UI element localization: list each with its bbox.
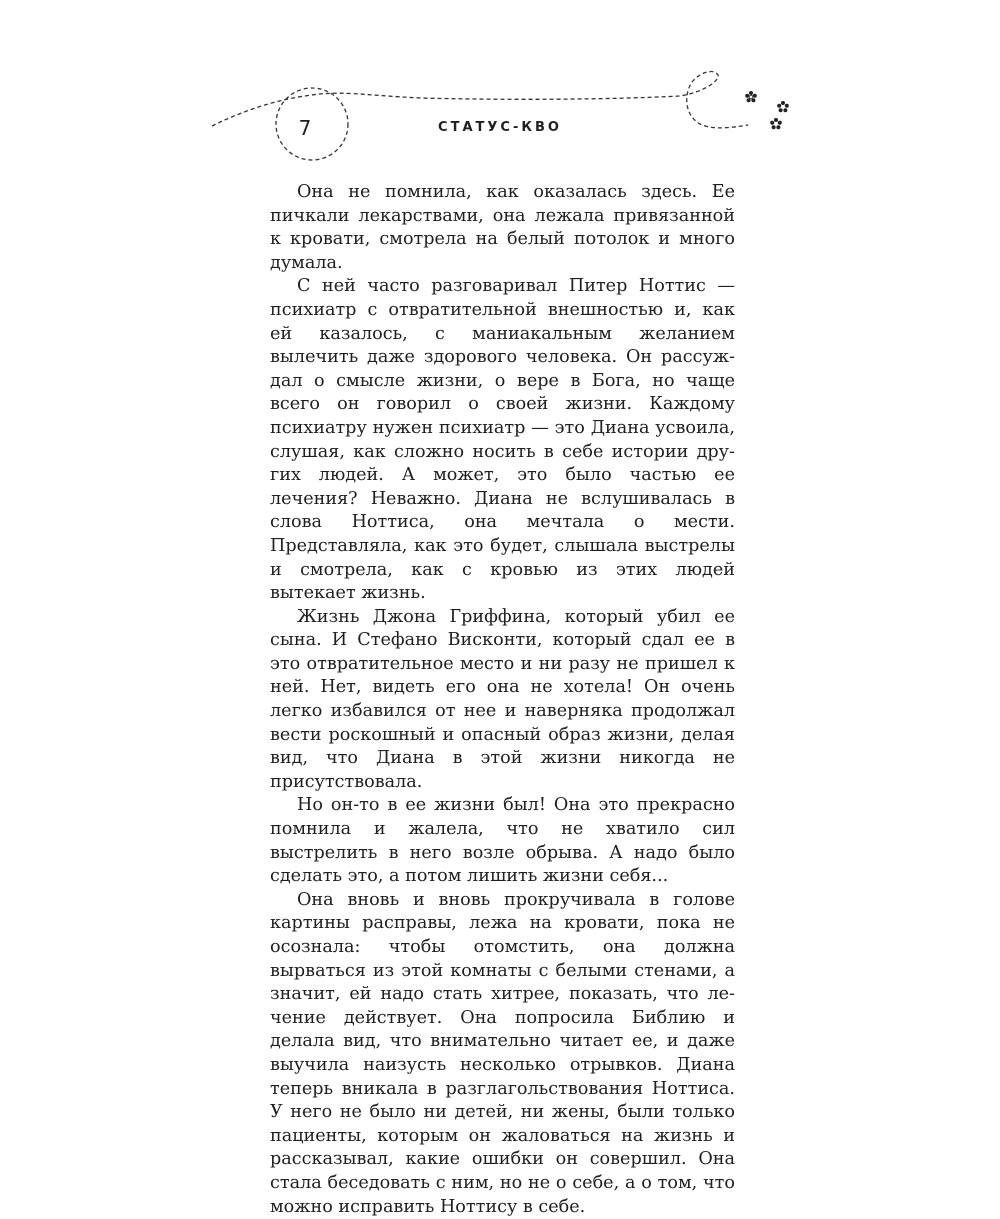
body-text	[270, 181, 735, 1219]
paragraph-4: Но он-то в ее жизни был! Она это прекрасно помнила и жалела, что не хватило сил выстрелить в него возле обрыва. А надо было сделать это, а потом лишить жизни себя...	[270, 795, 735, 887]
paragraph-2: С ней часто разговаривал Питер Ноттис — психиатр с отвратительной внешностью и, как ей казалось, с маниакальным желанием вылечить даже здорового человека. Он рассуждал о смысле жизни, о вере в Бога, но чаще всего он говорил о своей жизни. Каждому психиатру нужен психиатр — это Диана усвоила, слушая, как сложно носить в себе истории других людей. А может, это было частью ее лечения? Неважно. Диана не вслушивалась в слова Ноттиса, она мечтала о мести. Представляла, как это будет, слышала выстрелы и смотрела, как с кровью из этих людей вытекает жизнь.	[270, 276, 735, 604]
chapter-title: СТАТУС-КВО	[438, 120, 562, 135]
chapter-number: 7	[298, 116, 312, 140]
paragraph-1: Она не помнила, как оказалась здесь. Ее пичкали лекарствами, она лежала привязанной к кровати, смотрела на белый потолок и много думала.	[270, 182, 735, 273]
paragraph-5: Она вновь и вновь прокручивала в голове картины расправы, лежа на кровати, пока не осознала: чтобы отомстить, она должна вырваться из этой комнаты с белыми стенами, а значит, ей надо стать хитрее, показать, что лечение действует. Она попросила Библию и делала вид, что внимательно читает ее, и даже выучила наизусть несколько отрывков. Диана теперь вникала в разглагольствования Ноттиса. У него не было ни детей, ни жены, были только пациенты, которым он жаловаться на жизнь и рассказывал, какие ошибки он совершил. Она стала беседовать с ним, но не о себе, а о том, что можно исправить Ноттису в себе.	[270, 889, 735, 1217]
paragraph-3: Жизнь Джона Гриффина, который убил ее сына. И Стефано Висконти, который сдал ее в это отвратительное место и ни разу не пришел к ней. Нет, видеть его она не хотела! Он очень легко избавился от нее и наверняка продолжал вести роскошный и опасный образ жизни, делая вид, что Диана в этой жизни никогда не присутствовала.	[270, 606, 735, 792]
header-decoration	[0, 0, 1000, 180]
flower-icon	[745, 91, 789, 129]
